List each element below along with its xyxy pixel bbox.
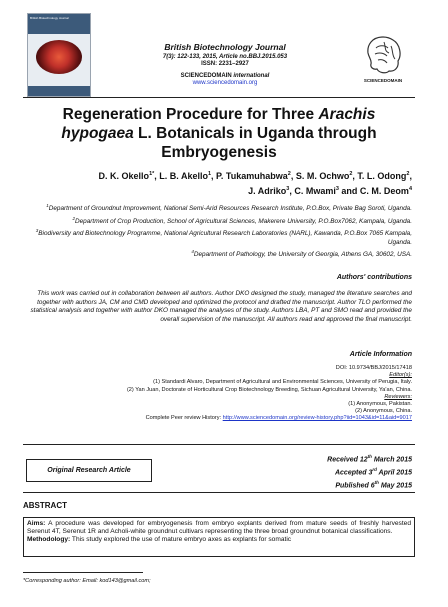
received-pre: Received 12: [327, 456, 368, 464]
affiliation-sup: 3: [35, 228, 39, 234]
affiliation: [30, 227, 412, 247]
abstract-divider: [23, 492, 415, 493]
affiliations: [30, 202, 412, 261]
author-sep: ,: [154, 171, 160, 181]
author-sep: and: [338, 186, 360, 196]
abstract-methodology: [27, 536, 411, 544]
publisher-website-link[interactable]: www.sciencedomain.org: [192, 80, 258, 86]
title-text-2: L. Botanicals in Uganda through Embryogenesis: [133, 125, 377, 161]
reviewer-entry: (1) Anonymous, Pakistan.: [348, 401, 412, 408]
methodology-text: This study explored the use of mature embryo axes as explants for somatic: [70, 536, 292, 544]
aims-label: Aims:: [27, 520, 46, 527]
editor-entry: (2) Yan Juan, Doctorate of Horticultural Crop Biotechnology Breeding, Sichuan Agricultural University, Ya'an, China.: [126, 386, 412, 393]
received-post: March 2015: [371, 456, 412, 464]
author-sup: 1*: [149, 171, 155, 177]
author-name: T. L. Odong: [357, 171, 407, 181]
cover-title: British Biotechnology Journal: [28, 14, 90, 34]
author-name: C. Mwami: [294, 186, 336, 196]
author-sup: 2: [349, 171, 353, 177]
journal-volume: 7(3): 122-133, 2015, Article no.BBJ.2015.053: [162, 54, 288, 60]
affiliation: [30, 215, 412, 227]
info-divider: [23, 444, 415, 445]
author-name: D. K. Okello: [98, 171, 150, 181]
publisher-name-rest: international: [231, 73, 270, 79]
author-name: L. B. Akello: [159, 171, 208, 181]
author-name: J. Adriko: [248, 186, 287, 196]
title-text-1: Regeneration Procedure for Three: [62, 106, 319, 123]
affiliation-sup: 2: [72, 215, 76, 221]
journal-name: British Biotechnology Journal: [164, 42, 286, 52]
corresponding-author-footnote: *Corresponding author: Email: kod143@gmail.com;: [23, 578, 151, 584]
peer-review-history-link[interactable]: http://www.sciencedomain.org/review-history.php?iid=1043&id=11&aid=9017: [222, 415, 412, 422]
accepted-date: [250, 465, 412, 478]
author-sep: ,: [352, 171, 358, 181]
author-sup: 3: [286, 186, 290, 192]
author: [99, 171, 160, 181]
affiliation-text: Biodiversity and Biotechnology Programme, National Agricultural Research Laboratories (NARL), Kawanda, P.O.Box 7065 Kampala, Uganda.: [38, 230, 412, 246]
methodology-label: Methodology:: [27, 536, 71, 544]
author: [248, 186, 294, 196]
author-sup: 2: [287, 171, 291, 177]
author: [357, 171, 412, 181]
sciencedomain-logo-icon: [362, 34, 404, 76]
abstract-heading: ABSTRACT: [23, 501, 67, 510]
author-sup: 3: [335, 186, 339, 192]
author-name: S. M. Ochwo: [295, 171, 350, 181]
accepted-post: April 2015: [376, 469, 412, 477]
journal-cover-image: [27, 13, 91, 97]
publisher-name: [110, 73, 340, 79]
affiliation-text: Department of Groundnut Improvement, National Semi-Arid Resources Research Institute, P.O.Box, Private Bag Soroti, Uganda.: [48, 205, 412, 213]
cover-micrograph: [36, 40, 82, 74]
author-sup: 1: [207, 171, 212, 177]
reviewer-entry: (2) Anonymous, China.: [355, 408, 412, 415]
article-title: [23, 105, 415, 162]
editors-label: Editor(s):: [389, 372, 412, 379]
article-info: [30, 365, 412, 423]
title-species: hypogaea: [61, 125, 134, 142]
published-post: May 2015: [378, 481, 412, 489]
author-sep: ,: [289, 186, 295, 196]
affiliation-sup: 1: [46, 203, 49, 208]
cover-footer-band: [28, 86, 90, 96]
author-sep: ,: [290, 171, 296, 181]
published-sup: th: [374, 479, 379, 485]
author: [216, 171, 296, 181]
author-sep: ,: [211, 171, 217, 181]
author: [360, 186, 412, 196]
editor-entry: (1) Standardi Alvaro, Department of Agricultural and Environmental Sciences, University of Perugia, Italy.: [153, 379, 412, 386]
journal-issn: ISSN: 2231–2927: [201, 61, 249, 67]
header-divider: [23, 97, 415, 98]
affiliation-text: Department of Crop Production, School of Agricultural Sciences, Makerere University, P.O.Box7062, Kampala, Uganda.: [75, 217, 412, 225]
article-type-badge: Original Research Article: [26, 459, 152, 482]
logo-caption: SCIENCEDOMAIN: [363, 78, 403, 83]
author: [159, 171, 216, 181]
affiliation: [30, 248, 412, 260]
affiliation-text: Department of Pathology, the University of Georgia, Athens GA, 30602, USA.: [193, 251, 412, 259]
history-label: Complete Peer review History:: [145, 415, 223, 422]
author-sep: ,: [409, 171, 412, 181]
journal-header: [110, 42, 340, 86]
publication-dates: [250, 452, 412, 490]
abstract-box: [23, 517, 415, 557]
accepted-pre: Accepted 3: [334, 469, 373, 477]
abstract-aims: [27, 520, 411, 536]
contributions-text: This work was carried out in collaboration between all authors. Author DKO designed the study, managed the literature searches and together with authors JA, CM and CMD developed and optimized the protocol and drafted the manuscript. Author TLO performed the statistical analysis and together with author DKO managed the analyses of the study. Authors LBA, PT and SMO read and provided the overall supervision of the manuscript. All authors read and approved the final manuscript.: [30, 290, 412, 323]
published-date: [250, 478, 412, 491]
affiliation-sup: 4: [191, 249, 194, 255]
author: [294, 186, 360, 196]
author-name: C. M. Deom: [359, 186, 409, 196]
footnote-divider: [23, 572, 143, 573]
contributions-heading: Authors' contributions: [336, 274, 412, 281]
title-genus: Arachis: [318, 106, 376, 123]
author-name: P. Tukamuhabwa: [216, 171, 288, 181]
received-sup: th: [367, 454, 372, 459]
accepted-sup: rd: [372, 466, 377, 472]
author-sup: 2: [406, 171, 410, 177]
published-pre: Published 6: [335, 481, 375, 489]
publisher-name-bold: SCIENCEDOMAIN: [180, 73, 232, 79]
received-date: [250, 452, 412, 465]
affiliation: [30, 202, 412, 214]
author-sup: 4: [408, 186, 412, 192]
author-list: [40, 168, 412, 198]
author: [296, 171, 358, 181]
peer-review-history: [30, 415, 412, 422]
aims-text: A procedure was developed for embryogenesis from embryo explants derived from mature seeds of freshly harvested Serenut 4T, Serenut 1R and Acholi-white groundnut cultivars representing the three broad groundnut botanical classifications.: [27, 520, 411, 536]
doi: DOI: 10.9734/BBJ/2015/17418: [335, 365, 412, 371]
reviewers-label: Reviewers:: [384, 393, 412, 400]
article-info-heading: Article Information: [349, 351, 412, 358]
